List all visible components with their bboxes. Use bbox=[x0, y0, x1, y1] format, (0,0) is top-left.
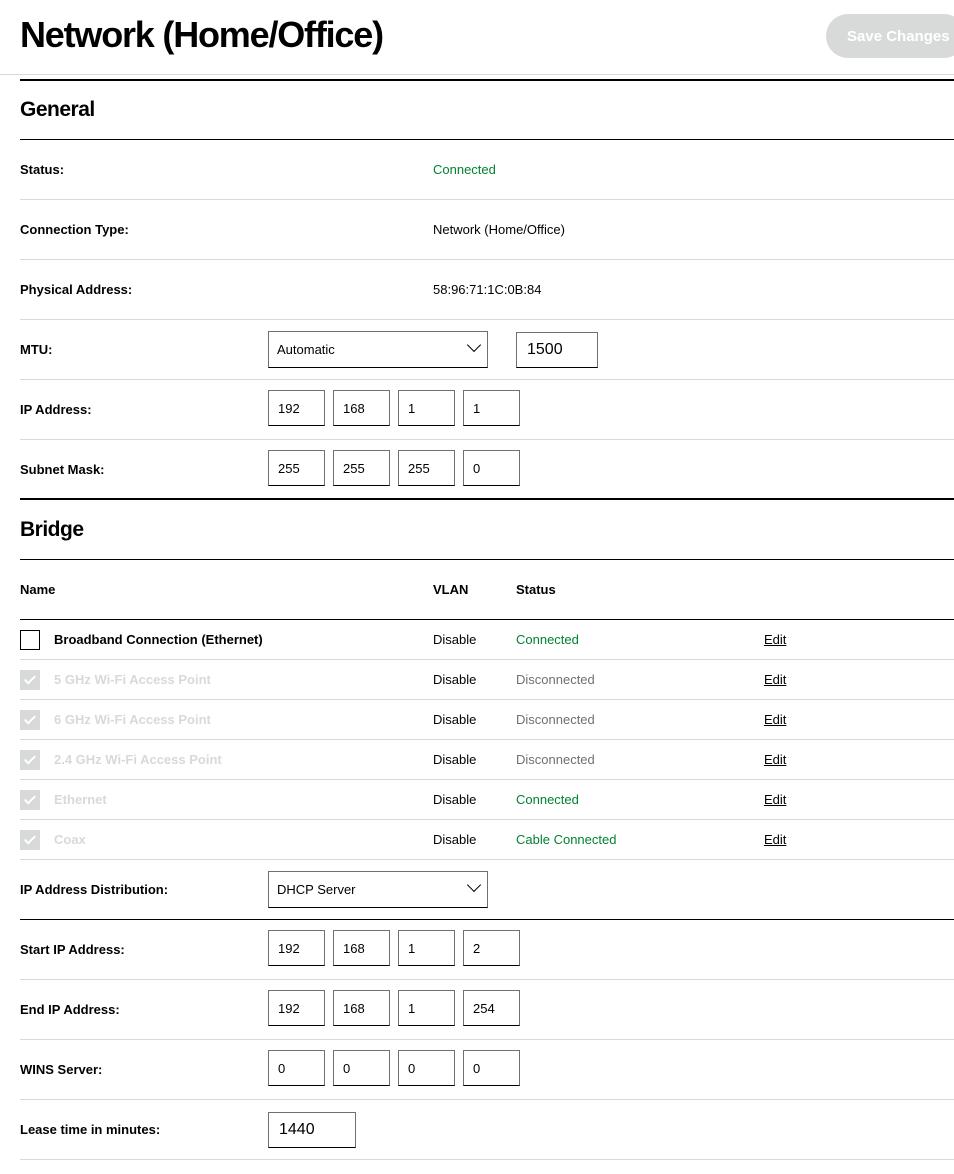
ip-distribution-label: IP Address Distribution: bbox=[20, 882, 169, 897]
table-row-status: Disconnected bbox=[516, 752, 595, 767]
connection-type-value: Network (Home/Office) bbox=[433, 222, 565, 237]
subnet-mask-octet-4[interactable]: 0 bbox=[463, 450, 520, 486]
divider bbox=[20, 619, 954, 620]
chevron-down-icon bbox=[467, 878, 481, 892]
ip-address-octet-2[interactable]: 168 bbox=[333, 390, 390, 426]
table-row-vlan: Disable bbox=[433, 632, 477, 647]
edit-link[interactable]: Edit bbox=[764, 792, 787, 807]
mtu-label: MTU: bbox=[20, 342, 53, 357]
end-ip-octet-3[interactable]: 1 bbox=[398, 990, 455, 1026]
start-ip-octet-2[interactable]: 168 bbox=[333, 930, 390, 966]
divider bbox=[20, 439, 954, 440]
edit-link[interactable]: Edit bbox=[764, 632, 787, 647]
table-row-name: 6 GHz Wi-Fi Access Point bbox=[54, 712, 211, 727]
table-row-status: Cable Connected bbox=[516, 832, 617, 847]
divider bbox=[20, 739, 954, 740]
physical-address-label: Physical Address: bbox=[20, 282, 133, 297]
table-row-name: Ethernet bbox=[54, 792, 107, 807]
ip-address-label: IP Address: bbox=[20, 402, 92, 417]
divider bbox=[20, 779, 954, 780]
divider bbox=[20, 819, 954, 820]
lease-time-label: Lease time in minutes: bbox=[20, 1122, 161, 1137]
checkmark-icon bbox=[24, 672, 36, 684]
save-changes-button[interactable]: Save Changes bbox=[826, 14, 954, 58]
broadband-connection-checkbox[interactable] bbox=[20, 630, 40, 650]
wins-server-octet-4[interactable]: 0 bbox=[463, 1050, 520, 1086]
divider bbox=[20, 559, 954, 560]
section-divider bbox=[20, 79, 954, 81]
page-header bbox=[0, 0, 954, 75]
start-ip-octet-4[interactable]: 2 bbox=[463, 930, 520, 966]
start-ip-octet-1[interactable]: 192 bbox=[268, 930, 325, 966]
divider bbox=[20, 699, 954, 700]
wins-server-octet-2[interactable]: 0 bbox=[333, 1050, 390, 1086]
table-row-status: Connected bbox=[516, 632, 579, 647]
table-row-vlan: Disable bbox=[433, 752, 477, 767]
table-row-status: Connected bbox=[516, 792, 579, 807]
subnet-mask-label: Subnet Mask: bbox=[20, 462, 105, 477]
2-4ghz-wifi-checkbox[interactable] bbox=[20, 750, 40, 770]
column-header-vlan: VLAN bbox=[433, 582, 469, 597]
ip-distribution-select[interactable] bbox=[268, 871, 488, 908]
general-section-title: General bbox=[20, 98, 95, 121]
end-ip-label: End IP Address: bbox=[20, 1002, 120, 1017]
column-header-status: Status bbox=[516, 582, 556, 597]
status-value: Connected bbox=[433, 162, 496, 177]
divider bbox=[20, 1159, 954, 1160]
table-row-vlan: Disable bbox=[433, 672, 477, 687]
subnet-mask-octet-1[interactable]: 255 bbox=[268, 450, 325, 486]
5ghz-wifi-checkbox[interactable] bbox=[20, 670, 40, 690]
connection-type-label: Connection Type: bbox=[20, 222, 129, 237]
table-row-name: 2.4 GHz Wi-Fi Access Point bbox=[54, 752, 222, 767]
wins-server-label: WINS Server: bbox=[20, 1062, 103, 1077]
edit-link[interactable]: Edit bbox=[764, 672, 787, 687]
ip-address-octet-4[interactable]: 1 bbox=[463, 390, 520, 426]
6ghz-wifi-checkbox[interactable] bbox=[20, 710, 40, 730]
divider bbox=[20, 139, 954, 140]
divider bbox=[20, 259, 954, 260]
divider bbox=[20, 859, 954, 860]
page-title: Network (Home/Office) bbox=[20, 14, 383, 55]
ip-address-octet-3[interactable]: 1 bbox=[398, 390, 455, 426]
physical-address-value: 58:96:71:1C:0B:84 bbox=[433, 282, 542, 297]
divider bbox=[20, 919, 954, 920]
wins-server-octet-3[interactable]: 0 bbox=[398, 1050, 455, 1086]
table-row-status: Disconnected bbox=[516, 712, 595, 727]
table-row-vlan: Disable bbox=[433, 832, 477, 847]
section-divider bbox=[20, 498, 954, 500]
table-row-vlan: Disable bbox=[433, 792, 477, 807]
end-ip-octet-2[interactable]: 168 bbox=[333, 990, 390, 1026]
divider bbox=[20, 1099, 954, 1100]
divider bbox=[20, 199, 954, 200]
table-row-vlan: Disable bbox=[433, 712, 477, 727]
start-ip-label: Start IP Address: bbox=[20, 942, 125, 957]
divider bbox=[20, 979, 954, 980]
checkmark-icon bbox=[24, 712, 36, 724]
checkmark-icon bbox=[24, 752, 36, 764]
checkmark-icon bbox=[24, 792, 36, 804]
mtu-value-input[interactable]: 1500 bbox=[516, 332, 598, 368]
table-row-name: 5 GHz Wi-Fi Access Point bbox=[54, 672, 211, 687]
table-row-name: Broadband Connection (Ethernet) bbox=[54, 632, 263, 647]
wins-server-octet-1[interactable]: 0 bbox=[268, 1050, 325, 1086]
start-ip-octet-3[interactable]: 1 bbox=[398, 930, 455, 966]
subnet-mask-octet-2[interactable]: 255 bbox=[333, 450, 390, 486]
status-label: Status: bbox=[20, 162, 65, 177]
bridge-section-title: Bridge bbox=[20, 518, 84, 541]
ethernet-checkbox[interactable] bbox=[20, 790, 40, 810]
divider bbox=[20, 659, 954, 660]
edit-link[interactable]: Edit bbox=[764, 752, 787, 767]
end-ip-octet-1[interactable]: 192 bbox=[268, 990, 325, 1026]
mtu-select[interactable] bbox=[268, 331, 488, 368]
mtu-select-value: Automatic bbox=[277, 342, 335, 357]
edit-link[interactable]: Edit bbox=[764, 712, 787, 727]
ip-distribution-select-value: DHCP Server bbox=[277, 882, 356, 897]
table-row-status: Disconnected bbox=[516, 672, 595, 687]
lease-time-input[interactable]: 1440 bbox=[268, 1112, 356, 1148]
chevron-down-icon bbox=[467, 338, 481, 352]
checkmark-icon bbox=[24, 832, 36, 844]
divider bbox=[20, 1039, 954, 1040]
end-ip-octet-4[interactable]: 254 bbox=[463, 990, 520, 1026]
edit-link[interactable]: Edit bbox=[764, 832, 787, 847]
divider bbox=[20, 319, 954, 320]
ip-address-octet-1[interactable]: 192 bbox=[268, 390, 325, 426]
coax-checkbox[interactable] bbox=[20, 830, 40, 850]
table-row-name: Coax bbox=[54, 832, 86, 847]
subnet-mask-octet-3[interactable]: 255 bbox=[398, 450, 455, 486]
divider bbox=[20, 379, 954, 380]
column-header-name: Name bbox=[20, 582, 56, 597]
